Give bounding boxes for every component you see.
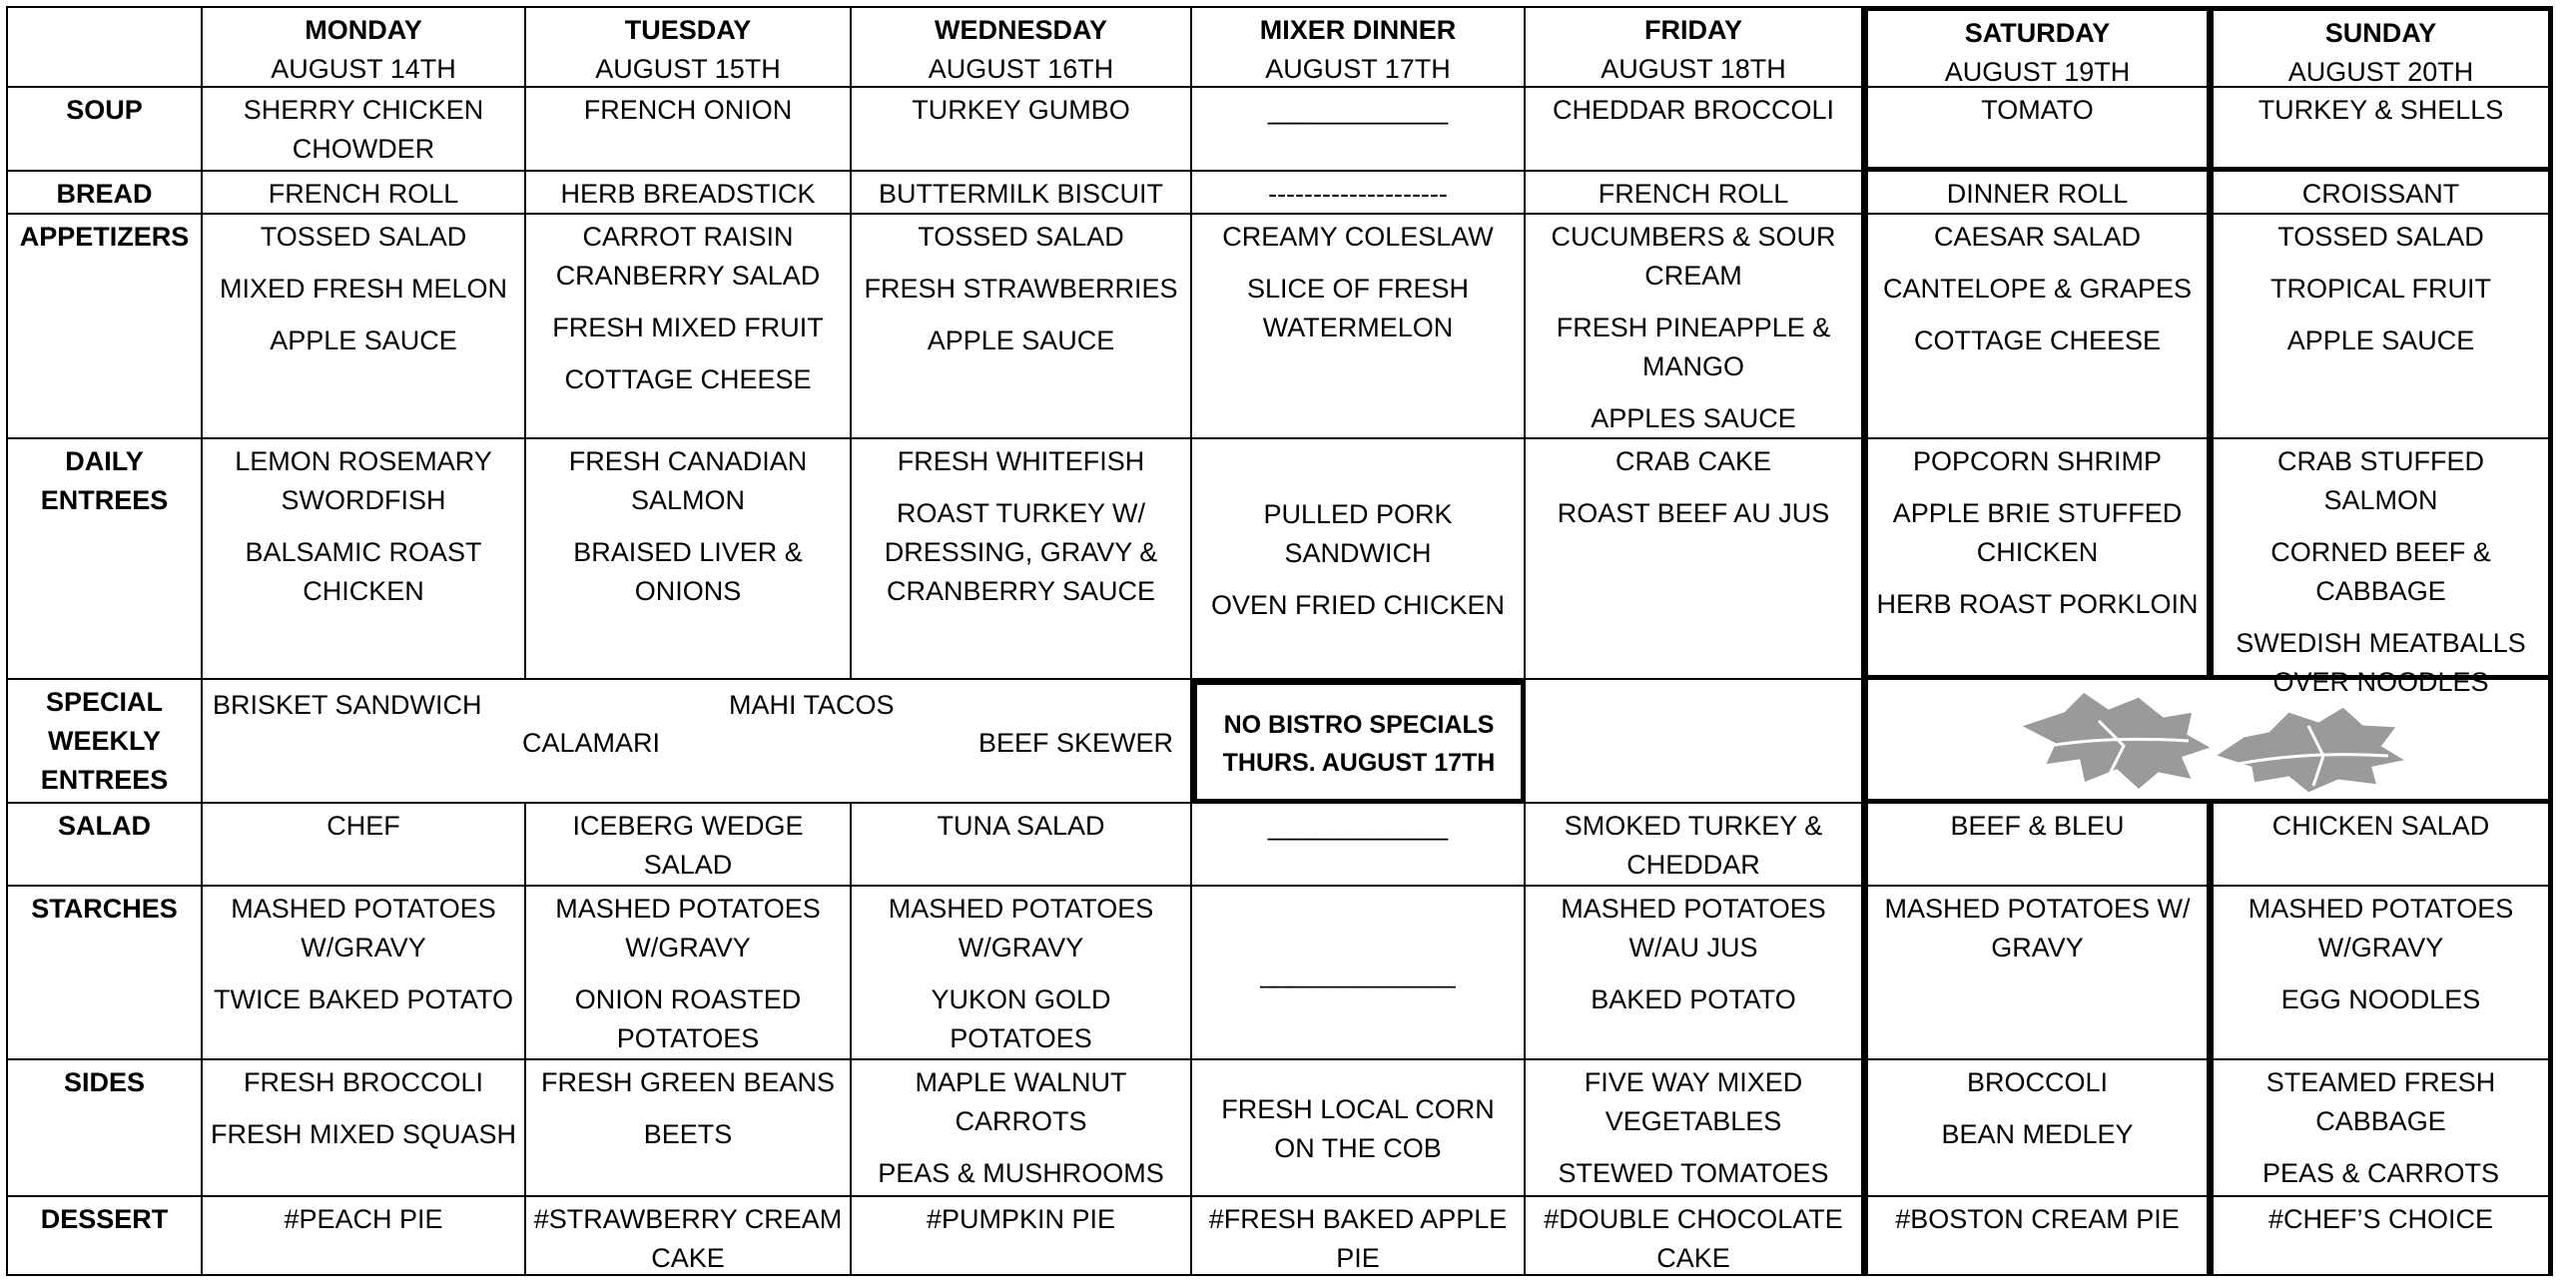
appetizers-cell <box>2209 215 2553 439</box>
starches-item: MASHED POTATOES W/GRAVY <box>888 894 1154 963</box>
appetizers-item: TOSSED SALAD <box>2277 222 2484 252</box>
starches-item: MASHED POTATOES W/GRAVY <box>2248 894 2514 963</box>
sides-cell <box>1863 1060 2209 1197</box>
starches-item: _____________ <box>1260 959 1456 988</box>
appetizers-item: APPLE SAUCE <box>270 325 457 355</box>
sides-item: FRESH MIXED SQUASH <box>210 1119 517 1149</box>
appetizers-cell <box>203 215 526 439</box>
dessert-item: #FRESH BAKED APPLE PIE <box>1208 1204 1508 1273</box>
appetizers-item: APPLES SAUCE <box>1591 403 1796 433</box>
salad-cell <box>526 804 852 887</box>
bread-item: FRENCH ROLL <box>1598 179 1789 209</box>
appetizers-cell <box>852 215 1192 439</box>
bistro-notice-line: NO BISTRO SPECIALS <box>1223 710 1495 739</box>
salad-item: BEEF & BLEU <box>1950 811 2125 841</box>
soup-item: ____________ <box>1267 95 1449 125</box>
soup-item: FRENCH ONION <box>583 95 793 125</box>
appetizers-item: APPLE SAUCE <box>927 325 1115 355</box>
soup-cell <box>526 88 852 172</box>
menu-table <box>6 6 2553 1276</box>
appetizers-item: TOSSED SALAD <box>918 222 1124 252</box>
day-name: SUNDAY <box>2324 18 2437 48</box>
dessert-item: #STRAWBERRY CREAM CAKE <box>533 1204 843 1273</box>
appetizers-item: CREAMY COLESLAW <box>1222 222 1494 252</box>
starches-cell <box>2209 887 2553 1060</box>
entrees-item: PULLED PORK SANDWICH <box>1263 499 1453 568</box>
bread-cell <box>2209 172 2553 215</box>
appetizers-item: COTTAGE CHEESE <box>564 364 812 394</box>
bread-item: BUTTERMILK BISCUIT <box>878 179 1164 209</box>
starches-item: BAKED POTATO <box>1591 984 1796 1014</box>
appetizers-cell <box>1863 215 2209 439</box>
appetizers-item: CUCUMBERS & SOUR CREAM <box>1551 222 1836 291</box>
sides-item: BROCCOLI <box>1966 1067 2109 1097</box>
entrees-item: ROAST BEEF AU JUS <box>1557 498 1830 528</box>
starches-item: TWICE BAKED POTATO <box>213 984 514 1014</box>
appetizers-row-label: APPETIZERS <box>6 215 203 439</box>
starches-cell <box>203 887 526 1060</box>
bread-cell <box>203 172 526 215</box>
weekly-specials-cell <box>203 680 1192 804</box>
appetizers-item: CAESAR SALAD <box>1933 222 2142 252</box>
entrees-item: CRAB STUFFED SALMON <box>2276 446 2484 515</box>
starches-item: YUKON GOLD POTATOES <box>931 984 1111 1053</box>
sides-item: PEAS & MUSHROOMS <box>878 1158 1164 1188</box>
sides-item: BEAN MEDLEY <box>1941 1119 2134 1149</box>
day-date: AUGUST 19TH <box>1944 57 2131 87</box>
sides-item: FRESH LOCAL CORN ON THE COB <box>1221 1094 1495 1163</box>
bread-cell <box>1192 172 1526 215</box>
bread-cell <box>1526 172 1863 215</box>
leaf-icon <box>1989 686 2428 796</box>
salad-row-label: SALAD <box>6 804 203 887</box>
day-header <box>526 6 852 88</box>
appetizers-item: COTTAGE CHEESE <box>1913 325 2162 355</box>
salad-cell <box>203 804 526 887</box>
weekly-special-item: MAHI TACOS <box>729 690 895 720</box>
dessert-cell <box>1192 1197 1526 1276</box>
sides-cell <box>526 1060 852 1197</box>
bread-row-label: BREAD <box>6 172 203 215</box>
starches-row-label: STARCHES <box>6 887 203 1060</box>
day-date: AUGUST 16TH <box>928 54 1114 84</box>
day-name: FRIDAY <box>1643 15 1743 45</box>
salad-item: CHICKEN SALAD <box>2271 811 2490 841</box>
dessert-cell <box>852 1197 1192 1276</box>
starches-item: MASHED POTATOES W/GRAVY <box>231 894 496 963</box>
day-name: MIXER DINNER <box>1259 15 1457 45</box>
entrees-item: CRAB CAKE <box>1614 446 1772 476</box>
day-header <box>203 6 526 88</box>
day-date: AUGUST 20TH <box>2287 57 2474 87</box>
entrees-cell <box>1863 439 2209 680</box>
weekly-special-item: CALAMARI <box>522 728 661 758</box>
starches-cell <box>1863 887 2209 1060</box>
appetizers-item: CANTELOPE & GRAPES <box>1882 274 2193 304</box>
dessert-item: #PEACH PIE <box>284 1204 443 1234</box>
appetizers-item: SLICE OF FRESH WATERMELON <box>1246 274 1470 342</box>
salad-item: SMOKED TURKEY & CHEDDAR <box>1564 811 1823 880</box>
dessert-cell <box>2209 1197 2553 1276</box>
soup-cell <box>1863 88 2209 172</box>
appetizers-item: CARROT RAISIN CRANBERRY SALAD <box>555 222 821 291</box>
dessert-item: #PUMPKIN PIE <box>926 1204 1116 1234</box>
soup-cell <box>1192 88 1526 172</box>
salad-cell <box>1192 804 1526 887</box>
sides-item: STEAMED FRESH CABBAGE <box>2265 1067 2496 1136</box>
appetizers-item: FRESH PINEAPPLE & MANGO <box>1556 313 1831 381</box>
dessert-item: #DOUBLE CHOCOLATE CAKE <box>1544 1204 1843 1273</box>
entrees-item: BRAISED LIVER & ONIONS <box>573 537 803 606</box>
sides-item: FRESH GREEN BEANS <box>540 1067 836 1097</box>
appetizers-cell <box>1192 215 1526 439</box>
soup-cell <box>852 88 1192 172</box>
weekly-special-item: BRISKET SANDWICH <box>213 690 482 720</box>
soup-cell <box>2209 88 2553 172</box>
starches-cell <box>852 887 1192 1060</box>
entrees-cell <box>203 439 526 680</box>
appetizers-cell <box>1526 215 1863 439</box>
day-date: AUGUST 18TH <box>1601 54 1786 84</box>
day-header <box>1526 6 1863 88</box>
day-name: TUESDAY <box>624 15 752 45</box>
appetizers-item: FRESH STRAWBERRIES <box>864 274 1178 304</box>
soup-item: TURKEY & SHELLS <box>2257 95 2504 125</box>
bread-cell <box>852 172 1192 215</box>
entrees-item: FRESH WHITEFISH <box>897 446 1145 476</box>
entrees-item: APPLE BRIE STUFFED CHICKEN <box>1892 498 2183 567</box>
entrees-cell <box>1526 439 1863 680</box>
bread-item: DINNER ROLL <box>1946 179 2129 209</box>
salad-cell <box>852 804 1192 887</box>
salad-cell <box>1863 804 2209 887</box>
sides-item: FIVE WAY MIXED VEGETABLES <box>1584 1067 1803 1136</box>
salad-item: TUNA SALAD <box>937 811 1105 841</box>
day-name: MONDAY <box>305 15 422 45</box>
weekly-row-label: SPECIAL WEEKLY ENTREES <box>6 680 203 804</box>
entrees-item: BALSAMIC ROAST CHICKEN <box>245 537 482 606</box>
appetizers-item: TROPICAL FRUIT <box>2269 274 2491 304</box>
starches-item: ONION ROASTED POTATOES <box>574 984 802 1053</box>
day-date: AUGUST 15TH <box>595 54 781 84</box>
starches-item: MASHED POTATOES W/ GRAVY <box>1884 894 2191 963</box>
entrees-item: ROAST TURKEY W/ DRESSING, GRAVY & CRANBERRY SAUCE <box>884 498 1158 606</box>
appetizers-item: FRESH MIXED FRUIT <box>552 313 824 342</box>
starches-cell <box>1192 887 1526 1060</box>
appetizers-item: TOSSED SALAD <box>260 222 467 252</box>
starches-item: MASHED POTATOES W/AU JUS <box>1561 894 1826 963</box>
starches-cell <box>526 887 852 1060</box>
entrees-item: OVEN FRIED CHICKEN <box>1210 590 1506 620</box>
sides-cell <box>2209 1060 2553 1197</box>
entrees-item: HERB ROAST PORKLOIN <box>1876 589 2199 619</box>
soup-item: CHEDDAR BROCCOLI <box>1552 95 1835 125</box>
appetizers-item: MIXED FRESH MELON <box>219 274 508 304</box>
day-name: SATURDAY <box>1964 18 2111 48</box>
entrees-row-label: DAILY ENTREES <box>6 439 203 680</box>
sides-cell <box>1192 1060 1526 1197</box>
bread-item: CROISSANT <box>2301 179 2460 209</box>
sides-cell <box>1526 1060 1863 1197</box>
entrees-item: CORNED BEEF & CABBAGE <box>2270 537 2491 606</box>
salad-cell <box>1526 804 1863 887</box>
bread-item: -------------------- <box>1268 179 1448 209</box>
bread-cell <box>1863 172 2209 215</box>
entrees-item: POPCORN SHRIMP <box>1912 446 2163 476</box>
salad-item: ICEBERG WEDGE SALAD <box>572 811 804 880</box>
entrees-cell <box>1192 439 1526 680</box>
sides-row-label: SIDES <box>6 1060 203 1197</box>
weekly-empty-cell <box>1526 680 1863 804</box>
bistro-notice <box>1192 680 1526 804</box>
dessert-item: #BOSTON CREAM PIE <box>1895 1204 2180 1234</box>
day-date: AUGUST 17TH <box>1265 54 1451 84</box>
sides-item: FRESH BROCCOLI <box>243 1067 484 1097</box>
dessert-cell <box>203 1197 526 1276</box>
sides-item: PEAS & CARROTS <box>2261 1158 2500 1188</box>
soup-cell <box>1526 88 1863 172</box>
sides-cell <box>852 1060 1192 1197</box>
leaves-decoration <box>1863 680 2553 804</box>
bread-item: FRENCH ROLL <box>268 179 459 209</box>
salad-item: CHEF <box>326 811 400 841</box>
dessert-cell <box>1526 1197 1863 1276</box>
sides-item: BEETS <box>643 1119 733 1149</box>
starches-cell <box>1526 887 1863 1060</box>
dessert-cell <box>526 1197 852 1276</box>
bread-cell <box>526 172 852 215</box>
entrees-cell <box>852 439 1192 680</box>
entrees-cell <box>2209 439 2553 697</box>
appetizers-cell <box>526 215 852 439</box>
day-header <box>1863 6 2209 88</box>
dessert-row-label: DESSERT <box>6 1197 203 1276</box>
corner-cell <box>6 6 203 88</box>
dessert-item: #CHEF’S CHOICE <box>2267 1204 2494 1234</box>
appetizers-item: APPLE SAUCE <box>2286 325 2475 355</box>
salad-item: ____________ <box>1267 811 1449 841</box>
entrees-item: FRESH CANADIAN SALMON <box>568 446 808 515</box>
sides-cell <box>203 1060 526 1197</box>
salad-cell <box>2209 804 2553 887</box>
day-header <box>1192 6 1526 88</box>
bread-item: HERB BREADSTICK <box>560 179 816 209</box>
starches-item: EGG NOODLES <box>2280 984 2481 1014</box>
soup-row-label: SOUP <box>6 88 203 172</box>
day-date: AUGUST 14TH <box>271 54 456 84</box>
day-header <box>852 6 1192 88</box>
day-name: WEDNESDAY <box>934 15 1108 45</box>
sides-item: STEWED TOMATOES <box>1558 1158 1829 1188</box>
weekly-special-item: BEEF SKEWER <box>978 728 1174 758</box>
soup-item: SHERRY CHICKEN CHOWDER <box>243 95 484 164</box>
entrees-cell <box>526 439 852 680</box>
soup-item: TURKEY GUMBO <box>912 95 1130 125</box>
bistro-notice-line: THURS. AUGUST 17TH <box>1222 748 1496 777</box>
starches-item: MASHED POTATOES W/GRAVY <box>555 894 821 963</box>
dessert-cell <box>1863 1197 2209 1276</box>
sides-item: MAPLE WALNUT CARROTS <box>915 1067 1127 1136</box>
soup-cell <box>203 88 526 172</box>
soup-item: TOMATO <box>1981 95 2094 125</box>
entrees-item: LEMON ROSEMARY SWORDFISH <box>235 446 492 515</box>
entrees-item: SWEDISH MEATBALLS OVER NOODLES <box>2236 628 2526 697</box>
day-header <box>2209 6 2553 88</box>
